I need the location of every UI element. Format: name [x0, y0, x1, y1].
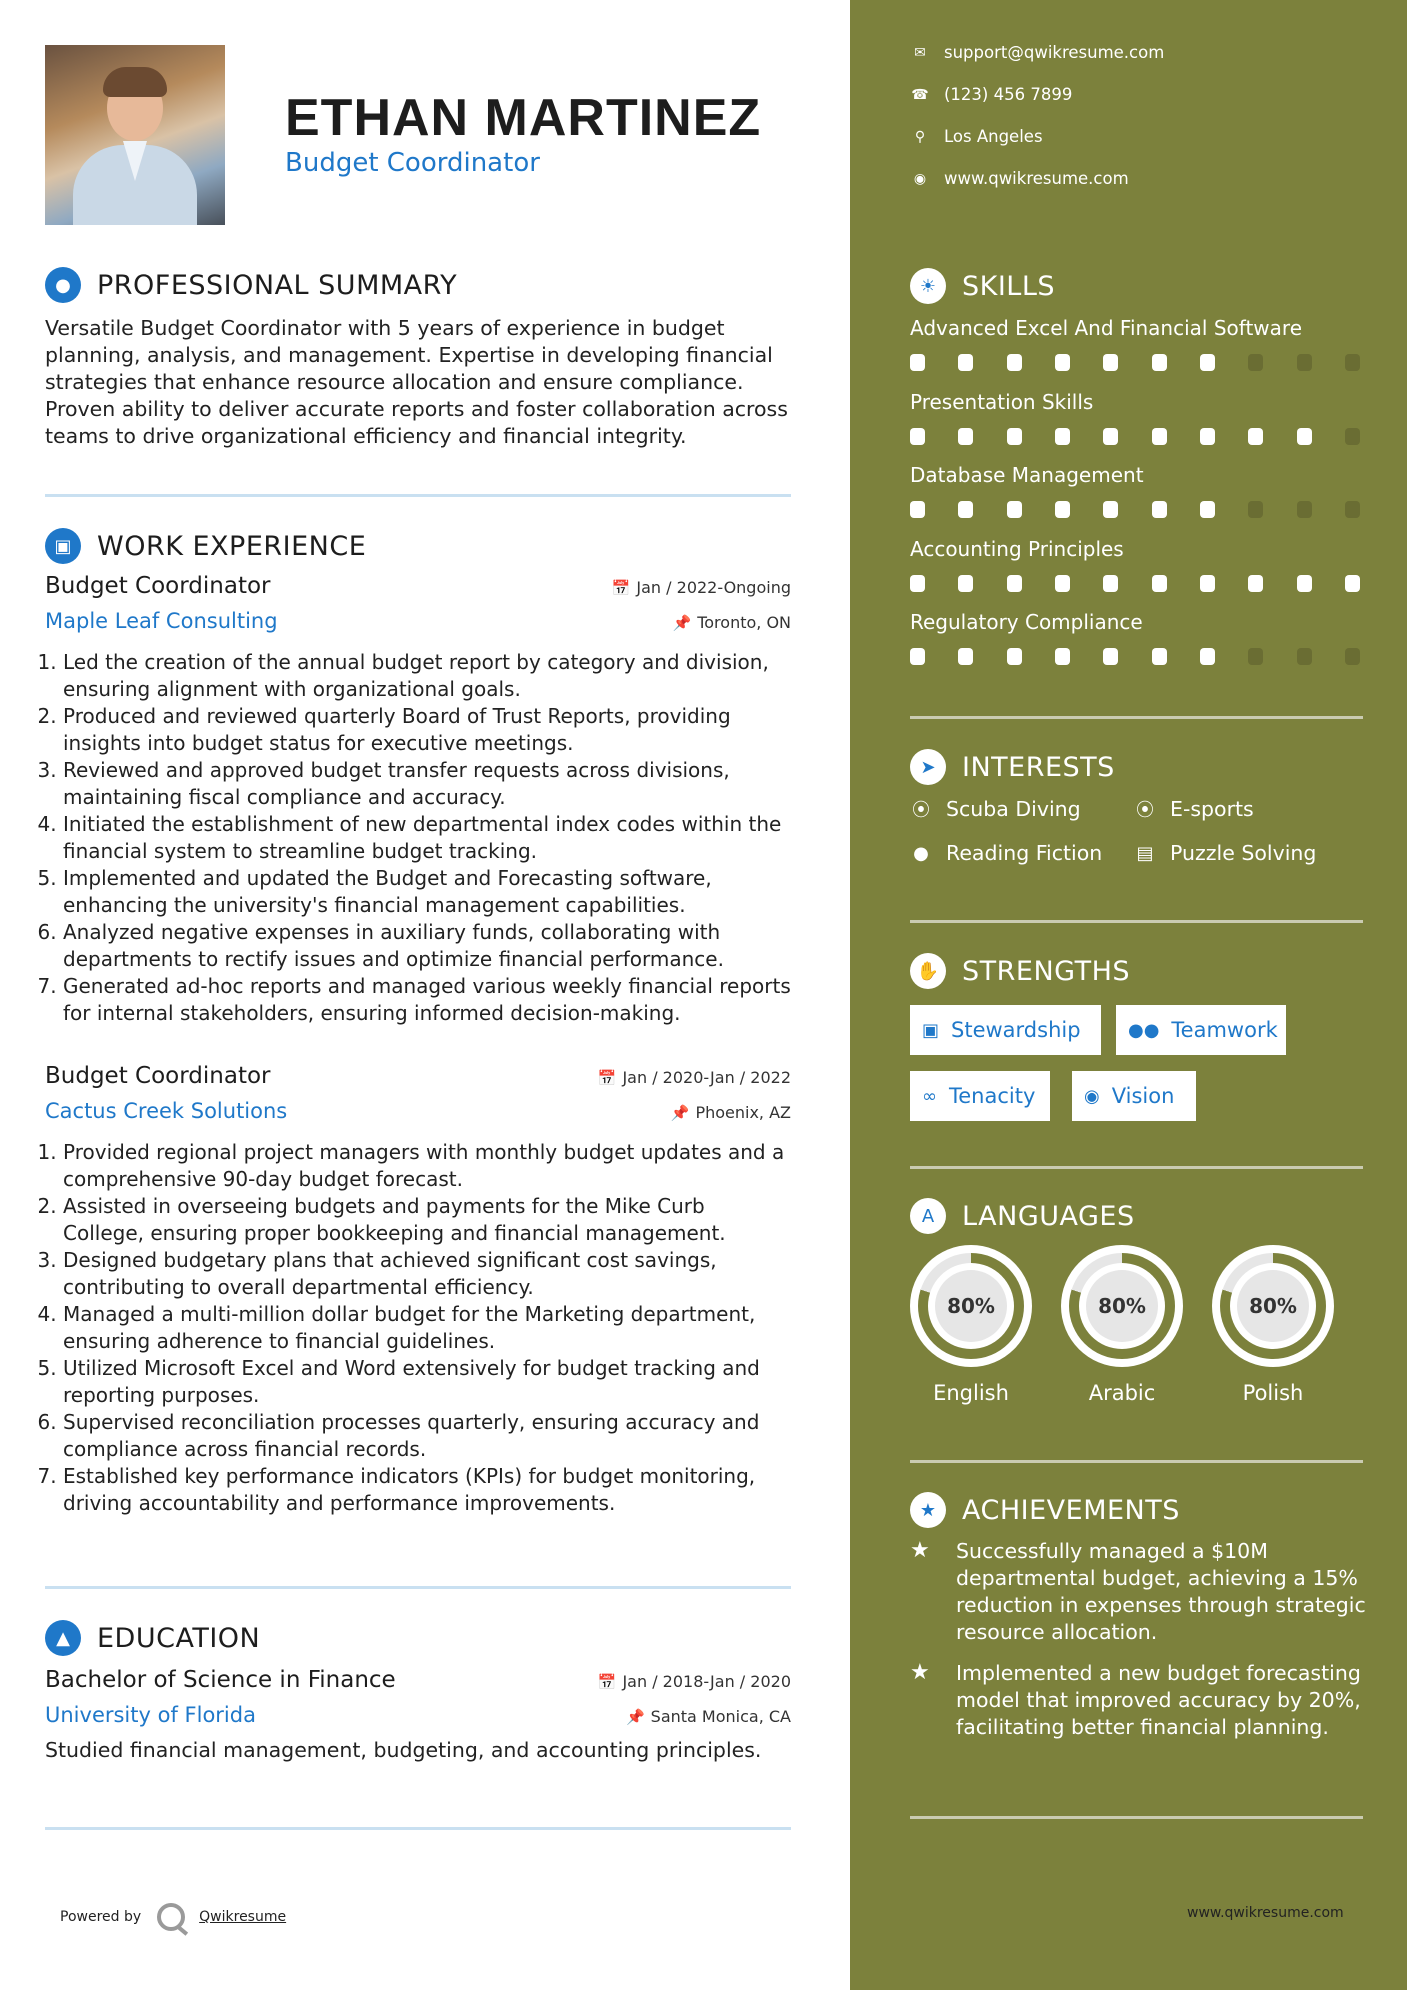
rating-dot-filled	[958, 648, 973, 665]
rating-dot-empty	[1345, 501, 1360, 518]
rating-dot-filled	[1297, 575, 1312, 592]
rating-dot-filled	[1200, 428, 1215, 445]
rating-dot-filled	[1152, 354, 1167, 371]
interest-item: ⦿ Scuba Diving	[912, 797, 1081, 821]
job-location: 📌 Phoenix, AZ	[670, 1103, 791, 1122]
rating-dot-filled	[1055, 354, 1070, 371]
list-item: 3. Reviewed and approved budget transfer requests across divisions, maintaining fiscal compliance and accuracy.	[63, 757, 791, 811]
qwikresume-link[interactable]: Qwikresume	[199, 1909, 287, 1925]
life-ring-icon: ⦿	[912, 800, 930, 821]
job-company: Cactus Creek Solutions	[45, 1099, 288, 1123]
star-icon: ★	[910, 1538, 930, 1563]
list-item: 2. Produced and reviewed quarterly Board of Trust Reports, providing insights into budget status for executive meetings.	[63, 703, 791, 757]
achievement-item: ★ Implemented a new budget forecasting model that improved accuracy by 20%, facilitating better financial planning.	[910, 1660, 1361, 1739]
strengths-title: STRENGTHS	[962, 955, 1131, 987]
rating-dot-filled	[1152, 648, 1167, 665]
languages-heading	[910, 1198, 1135, 1234]
job-location: 📌 Toronto, ON	[672, 613, 791, 632]
rating-dot-filled	[910, 648, 925, 665]
degree-title: Bachelor of Science in Finance	[45, 1667, 396, 1693]
rating-dot-empty	[1345, 428, 1360, 445]
binoculars-icon: ◉	[1084, 1085, 1100, 1107]
skill-item	[910, 610, 1370, 665]
contact-website[interactable]: ◉ www.qwikresume.com	[910, 169, 1129, 188]
strength-badge: ◉ Vision	[1072, 1071, 1196, 1121]
life-ring-icon: ⦿	[1136, 800, 1154, 821]
language-name: English	[933, 1381, 1009, 1405]
section-divider	[910, 920, 1363, 923]
rating-dot-filled	[1103, 575, 1118, 592]
rating-dot-empty	[1297, 354, 1312, 371]
rating-dot-filled	[910, 501, 925, 518]
skill-name: Accounting Principles	[910, 537, 1124, 561]
rating-dot-filled	[1200, 575, 1215, 592]
skills-heading	[910, 268, 1055, 304]
rating-dot-empty	[1297, 648, 1312, 665]
strength-badge: ●● Teamwork	[1116, 1005, 1286, 1055]
rating-dot-filled	[910, 575, 925, 592]
job-duties	[45, 1139, 791, 1517]
skills-title: SKILLS	[962, 270, 1056, 302]
experience-heading	[45, 528, 366, 564]
achievements-heading	[910, 1492, 1180, 1528]
language-item	[1061, 1245, 1183, 1405]
rating-dot-filled	[1152, 501, 1167, 518]
lightbulb-icon: ☀	[910, 268, 946, 304]
sidebar	[850, 0, 1407, 1990]
language-item	[910, 1245, 1032, 1405]
skill-name: Database Management	[910, 463, 1144, 487]
fist-icon: ✋	[910, 953, 946, 989]
job-company: Maple Leaf Consulting	[45, 609, 278, 633]
calendar-icon: 📅	[597, 1069, 617, 1087]
skill-name: Regulatory Compliance	[910, 610, 1143, 634]
interest-item: ⦿ E-sports	[1136, 797, 1254, 821]
list-item: 6. Analyzed negative expenses in auxiliary funds, collaborating with departments to rectify issues and optimize financial performance.	[63, 919, 791, 973]
rating-dot-filled	[1200, 501, 1215, 518]
star-icon: ★	[910, 1660, 930, 1685]
list-item: 7. Established key performance indicators (KPIs) for budget monitoring, driving accountability and performance improvements.	[63, 1463, 791, 1517]
candidate-name: ETHAN MARTINEZ	[285, 89, 762, 147]
section-divider	[910, 716, 1363, 719]
education-date: 📅 Jan / 2018-Jan / 2020	[597, 1672, 791, 1691]
rating-dot-filled	[1055, 428, 1070, 445]
job-title: Budget Coordinator	[45, 1063, 271, 1089]
rating-dot-empty	[1248, 648, 1263, 665]
summary-heading	[45, 267, 457, 303]
language-item	[1212, 1245, 1334, 1405]
language-name: Polish	[1242, 1381, 1304, 1405]
users-icon: ●●	[1128, 1019, 1160, 1041]
pin-icon: 📌	[672, 614, 692, 632]
language-progress-ring: 80%	[1212, 1245, 1334, 1367]
section-divider	[910, 1816, 1363, 1819]
list-item: 1. Led the creation of the annual budget report by category and division, ensuring alignment with organizational goals.	[63, 649, 791, 703]
language-progress-ring: 80%	[910, 1245, 1032, 1367]
skill-rating	[910, 648, 1360, 665]
rating-dot-filled	[958, 428, 973, 445]
rating-dot-filled	[1055, 648, 1070, 665]
job-duties	[45, 649, 791, 1027]
skill-item	[910, 463, 1370, 518]
rating-dot-filled	[958, 501, 973, 518]
list-item: 5. Utilized Microsoft Excel and Word extensively for budget tracking and reporting purposes.	[63, 1355, 791, 1409]
powered-by	[60, 1903, 286, 1931]
user-icon: ●	[45, 267, 81, 303]
list-item: 5. Implemented and updated the Budget and Forecasting software, enhancing the university's financial management capabilities.	[63, 865, 791, 919]
graduation-icon: ▲	[45, 1620, 81, 1656]
calendar-icon: 📅	[611, 579, 631, 597]
summary-title: PROFESSIONAL SUMMARY	[97, 269, 458, 301]
job-entry	[45, 1063, 791, 1517]
interest-item: ▤ Puzzle Solving	[1134, 841, 1316, 865]
job-title: Budget Coordinator	[45, 573, 271, 599]
rating-dot-empty	[1345, 354, 1360, 371]
contact-email[interactable]: ✉ support@qwikresume.com	[910, 43, 1164, 62]
book-icon: ▤	[1136, 842, 1154, 864]
job-date: 📅 Jan / 2020-Jan / 2022	[597, 1068, 791, 1087]
chair-icon: ▣	[45, 528, 81, 564]
calendar-icon: 📅	[597, 1673, 617, 1691]
rating-dot-filled	[1055, 501, 1070, 518]
rating-dot-empty	[1248, 354, 1263, 371]
star-badge-icon: ★	[910, 1492, 946, 1528]
job-date: 📅 Jan / 2022-Ongoing	[611, 578, 791, 597]
skill-item	[910, 316, 1370, 371]
rating-dot-filled	[1345, 575, 1360, 592]
achievements-title: ACHIEVEMENTS	[962, 1494, 1180, 1526]
language-icon: A	[910, 1198, 946, 1234]
candidate-role: Budget Coordinator	[285, 148, 540, 178]
rating-dot-filled	[1248, 575, 1263, 592]
skill-name: Presentation Skills	[910, 390, 1094, 414]
list-item: 3. Designed budgetary plans that achieved significant cost savings, contributing to overall departmental efficiency.	[63, 1247, 791, 1301]
phone-icon: ☎	[911, 86, 929, 103]
rating-dot-filled	[1007, 501, 1022, 518]
rating-dot-empty	[1297, 501, 1312, 518]
section-divider	[45, 1586, 791, 1589]
education-description: Studied financial management, budgeting, and accounting principles.	[45, 1738, 762, 1762]
section-divider	[45, 1827, 791, 1830]
summary-text: Versatile Budget Coordinator with 5 years of experience in budget planning, analysis, and management. Expertise in developing financial strategies that enhance resource allocation and ensure compliance. Proven ability to deliver accurate reports and foster collaboration across teams to drive organizational efficiency and financial integrity.	[45, 316, 788, 448]
rating-dot-empty	[1345, 648, 1360, 665]
list-item: 4. Managed a multi-million dollar budget for the Marketing department, ensuring adherence to financial guidelines.	[63, 1301, 791, 1355]
list-item: 2. Assisted in overseeing budgets and payments for the Mike Curb College, ensuring proper bookkeeping and financial management.	[63, 1193, 791, 1247]
skill-rating	[910, 354, 1360, 371]
language-progress-ring: 80%	[1061, 1245, 1183, 1367]
interests-heading	[910, 749, 1115, 785]
section-divider	[45, 494, 791, 497]
rating-dot-empty	[1248, 501, 1263, 518]
rating-dot-filled	[1103, 648, 1118, 665]
rating-dot-filled	[1007, 354, 1022, 371]
strengths-heading	[910, 953, 1130, 989]
education-location: 📌 Santa Monica, CA	[625, 1707, 791, 1726]
rating-dot-filled	[1297, 428, 1312, 445]
powered-by-label: Powered by	[60, 1909, 142, 1925]
strength-badge: ∞ Tenacity	[910, 1071, 1050, 1121]
strength-badge: ▣ Stewardship	[910, 1005, 1101, 1055]
list-item: 6. Supervised reconciliation processes quarterly, ensuring accuracy and compliance across financial records.	[63, 1409, 791, 1463]
pin-icon: 📌	[625, 1708, 645, 1726]
contact-phone[interactable]: ☎ (123) 456 7899	[911, 85, 1073, 104]
skill-rating	[910, 428, 1360, 445]
rating-dot-filled	[1007, 575, 1022, 592]
rating-dot-filled	[958, 354, 973, 371]
paper-plane-icon: ➤	[910, 749, 946, 785]
skill-item	[910, 390, 1370, 445]
education-heading	[45, 1620, 260, 1656]
rating-dot-filled	[910, 428, 925, 445]
qwikresume-logo-icon	[157, 1903, 185, 1931]
map-marker-icon: ⚲	[914, 128, 926, 145]
section-divider	[910, 1166, 1363, 1169]
pin-icon: 📌	[670, 1104, 690, 1122]
achievement-item: ★ Successfully managed a $10M departmental budget, achieving a 15% reduction in expenses through strategic resource allocation.	[910, 1538, 1366, 1644]
profile-photo	[45, 45, 225, 225]
interest-item: ● Reading Fiction	[910, 841, 1102, 865]
rating-dot-filled	[1200, 354, 1215, 371]
rating-dot-filled	[1248, 428, 1263, 445]
skill-rating	[910, 575, 1360, 592]
footer-website-link[interactable]: www.qwikresume.com	[1187, 1905, 1344, 1921]
education-title: EDUCATION	[97, 1622, 261, 1654]
list-item: 1. Provided regional project managers with monthly budget updates and a comprehensive 90-day budget forecast.	[63, 1139, 791, 1193]
skill-name: Advanced Excel And Financial Software	[910, 316, 1302, 340]
section-divider	[910, 1460, 1363, 1463]
rating-dot-filled	[1103, 501, 1118, 518]
education-entry	[45, 1667, 791, 1764]
link-icon: ∞	[922, 1085, 937, 1107]
briefcase-icon: ▣	[922, 1019, 940, 1041]
list-item: 7. Generated ad-hoc reports and managed various weekly financial reports for internal stakeholders, ensuring informed decision-making.	[63, 973, 791, 1027]
list-item: 4. Initiated the establishment of new departmental index codes within the financial system to streamline budget tracking.	[63, 811, 791, 865]
rating-dot-filled	[1103, 428, 1118, 445]
envelope-icon: ✉	[914, 44, 926, 61]
language-name: Arabic	[1088, 1381, 1156, 1405]
rating-dot-filled	[1103, 354, 1118, 371]
rating-dot-filled	[1152, 575, 1167, 592]
rating-dot-filled	[1055, 575, 1070, 592]
job-entry	[45, 573, 791, 1027]
experience-title: WORK EXPERIENCE	[97, 530, 367, 562]
skill-item	[910, 537, 1370, 592]
globe-icon: ◉	[913, 170, 927, 187]
languages-title: LANGUAGES	[962, 1200, 1135, 1232]
school-name: University of Florida	[45, 1703, 256, 1727]
gamepad-icon: ●	[913, 842, 929, 864]
contact-location: ⚲ Los Angeles	[910, 127, 1043, 146]
rating-dot-filled	[1007, 648, 1022, 665]
rating-dot-filled	[1200, 648, 1215, 665]
rating-dot-filled	[958, 575, 973, 592]
skill-rating	[910, 501, 1360, 518]
rating-dot-filled	[1007, 428, 1022, 445]
rating-dot-filled	[1152, 428, 1167, 445]
rating-dot-filled	[910, 354, 925, 371]
interests-title: INTERESTS	[962, 751, 1115, 783]
